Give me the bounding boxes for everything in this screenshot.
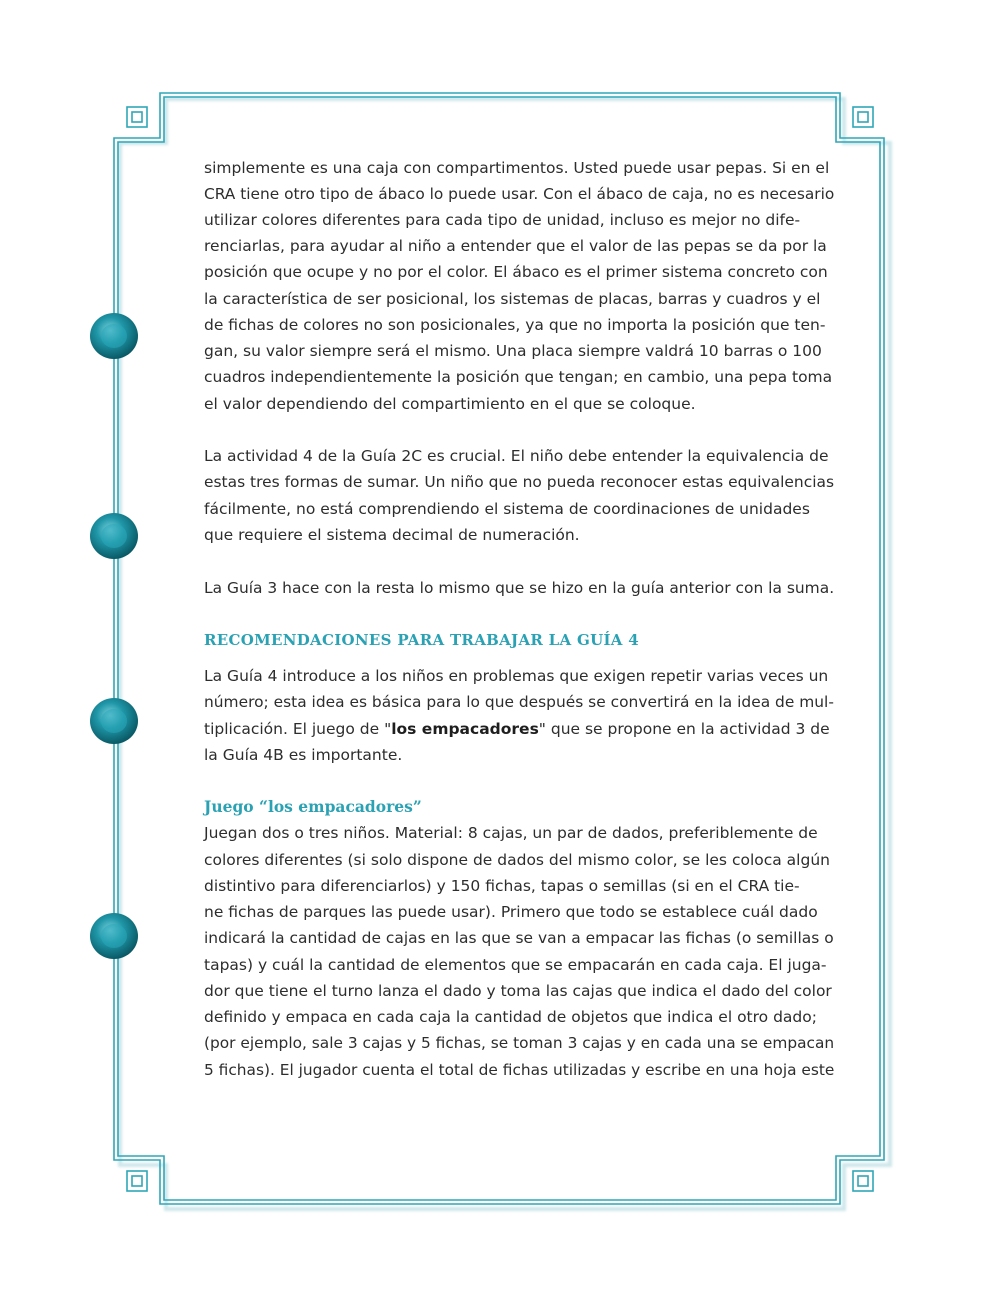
text-line: 5 fichas). El jugador cuenta el total de fichas utilizadas y escribe en una hoja este [204,1061,835,1079]
text-line: utilizar colores diferentes para cada tipo de unidad, incluso es mejor no dife- [204,211,801,229]
text-line: CRA tiene otro tipo de ábaco lo puede usar. Con el ábaco de caja, no es necesario [204,185,835,203]
bead-icon [90,698,138,744]
text-span: " que se propone en la actividad 3 de [538,720,830,738]
text-span: tiplicación. El juego de " [204,720,392,738]
subsection-heading: Juego “los empacadores” [204,797,422,816]
text-line: La Guía 4 introduce a los niños en problemas que exigen repetir varias veces un [204,667,829,685]
text-line [204,719,830,739]
text-line: simplemente es una caja con compartimentos. Usted puede usar pepas. Si en el [204,159,830,177]
text-line: La actividad 4 de la Guía 2C es crucial. El niño debe entender la equivalencia de [204,447,829,465]
text-line: el valor dependiendo del compartimiento en el que se coloque. [204,395,696,413]
text-line: fácilmente, no está comprendiendo el sistema de coordinaciones de unidades [204,500,810,518]
bead-icon [90,513,138,559]
text-line: posición que ocupe y no por el color. El ábaco es el primer sistema concreto con [204,263,828,281]
text-line: colores diferentes (si solo dispone de dados del mismo color, se les coloca algún [204,851,830,869]
text-line: cuadros independientemente la posición que tengan; en cambio, una pepa toma [204,368,833,386]
text-line: tapas) y cuál la cantidad de elementos que se empacarán en cada caja. El juga- [204,956,827,974]
text-line: dor que tiene el turno lanza el dado y toma las cajas que indica el dado del color [204,982,832,1000]
text-line: Juegan dos o tres niños. Material: 8 cajas, un par de dados, preferiblemente de [204,824,818,842]
text-line: la Guía 4B es importante. [204,746,403,764]
text-line: que requiere el sistema decimal de numeración. [204,526,580,544]
text-line: renciarlas, para ayudar al niño a entender que el valor de las pepas se da por la [204,237,827,255]
bead-icon [90,913,138,959]
section-heading: RECOMENDACIONES PARA TRABAJAR LA GUÍA 4 [204,631,639,649]
paragraph-guia-3: La Guía 3 hace con la resta lo mismo que se hizo en la guía anterior con la suma. [204,579,835,597]
text-line: distintivo para diferenciarlos) y 150 fichas, tapas o semillas (si en el CRA tie- [204,877,800,895]
text-line: gan, su valor siempre será el mismo. Una placa siempre valdrá 10 barras o 100 [204,342,822,360]
bead-icon [90,313,138,359]
text-line: estas tres formas de sumar. Un niño que no pueda reconocer estas equivalencias [204,473,835,491]
text-line: la característica de ser posicional, los sistemas de placas, barras y cuadros y el [204,290,821,308]
text-line: definido y empaca en cada caja la cantidad de objetos que indica el otro dado; [204,1008,817,1026]
text-line: (por ejemplo, sale 3 cajas y 5 fichas, se toman 3 cajas y en cada una se empacan [204,1034,835,1052]
text-line: de fichas de colores no son posicionales, ya que no importa la posición que ten- [204,316,826,334]
text-line: indicará la cantidad de cajas en las que se van a empacar las fichas (o semillas o [204,929,834,947]
text-line: ne fichas de parques las puede usar). Primero que todo se establece cuál dado [204,903,818,921]
bold-term: los empacadores [391,720,539,738]
text-line: número; esta idea es básica para lo que después se convertirá en la idea de mul- [204,693,834,711]
